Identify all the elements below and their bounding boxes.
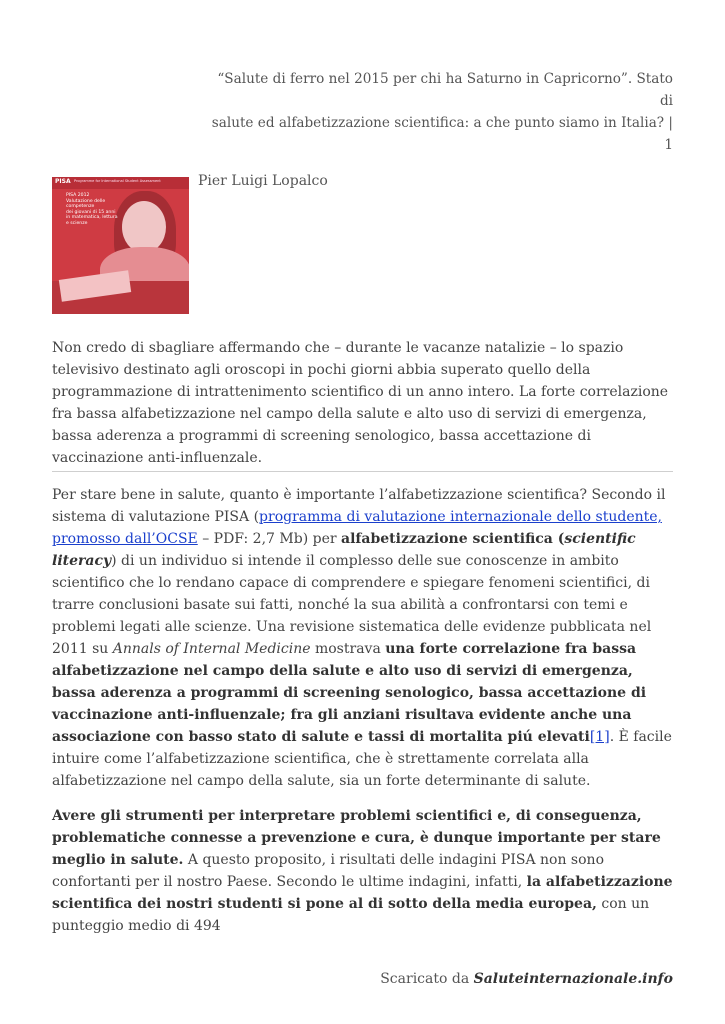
header-title-line-1: “Salute di ferro nel 2015 per chi ha Saturno in Capricorno”. Stato di [217,71,673,109]
header-title-line-2: salute ed alfabetizzazione scientifica: a che punto siamo in Italia? | 1 [211,115,673,153]
cover-line: Valutazione delle competenze [66,198,106,210]
separator-line [52,471,673,472]
cover-line: e scienze [66,220,88,226]
footer-prefix: Scaricato da [380,971,474,987]
bold-text: Avere gli strumenti per interpretare problemi scientifici e, di conseguenza, problematiche connesse a prevenzione e cura, è dunque importante per stare meglio in salute. [52,808,661,868]
text: ) di un individuo si intende il complesso delle sue conoscenze in ambito scientifico che lo rendano capace di comprendere e spiegare fenomeni scientifici, di trarre conclusioni basate sui fatti, nonché la sua abilità a confrontarsi con temi e problemi legati alle scienze. Una revisione sistematica delle evidenze pubblicata nel 2011 su [52,553,652,657]
text: Per stare bene in salute, quanto è importante l’alfabetizzazione scientifica? Secondo il sistema di valutazione PISA ( [52,487,666,525]
intro-paragraph: Non credo di sbagliare affermando che – durante le vacanze natalizie – lo spazio televisivo destinato agli oroscopi in pochi giorni abbia superato quello della programmazione di intrattenimento scientifico di un anno intero. La forte correlazione fra bassa alfabetizzazione nel campo della salute e alto uso di servizi di emergenza, bassa aderenza a programmi di screening senologico, bassa accettazione di vaccinazione anti-influenzale. [52,340,669,466]
pisa-logo: PISA [55,178,71,185]
author-name: Pier Luigi Lopalco [198,173,328,189]
bold-italic-text: scientific literacy [52,531,636,569]
text: A questo proposito, i risultati delle indagini PISA non sono confortanti per il nostro Paese. Secondo le ultime indagini, infatti, [52,852,604,890]
text: . È facile intuire come l’alfabetizzazione scientifica, che è strettamente correlata alla alfabetizzazione nel campo della salute, sia un forte determinante di salute. [52,729,672,789]
cover-line: dei giovani di 15 anni [66,209,116,215]
text: – PDF: 2,7 Mb) per [197,531,341,547]
page-footer [380,971,673,987]
pisa-cover-image [52,177,189,314]
body-paragraph-1 [52,484,677,792]
cover-line: PISA 2012 [66,193,90,198]
pisa-program-link[interactable]: programma di valutazione internazionale dello studente, promosso dall’OCSE [52,509,662,547]
journal-name: Annals of Internal Medicine [112,641,311,657]
cover-figure-face [122,201,166,253]
text: con un punteggio medio di 494 [52,896,650,934]
bold-text: la alfabetizzazione scientifica dei nostri studenti si pone al di sotto della media europea, [52,874,673,912]
bold-text: una forte correlazione fra bassa alfabetizzazione nel campo della salute e alto uso di servizi di emergenza, bassa aderenza a programmi di screening senologico, bassa accettazione di vaccinazione anti-influenzale; fra gli anziani risultava evidente anche una associazione con basso stato di salute e tassi di mortalita piú elevati [52,641,647,745]
cover-text [66,193,122,227]
cover-line: in matematica, lettura [66,215,118,221]
cover-subtitle: Programme for International Student Assessment [74,179,161,183]
text: mostrava [310,641,386,657]
page-header [203,68,673,156]
bold-text: alfabetizzazione scientifica ( [341,531,565,547]
body-paragraph-2 [52,805,677,937]
footer-site-name: Saluteinternazionale.info [473,971,673,987]
footnote-ref-link[interactable]: [1] [589,729,610,745]
